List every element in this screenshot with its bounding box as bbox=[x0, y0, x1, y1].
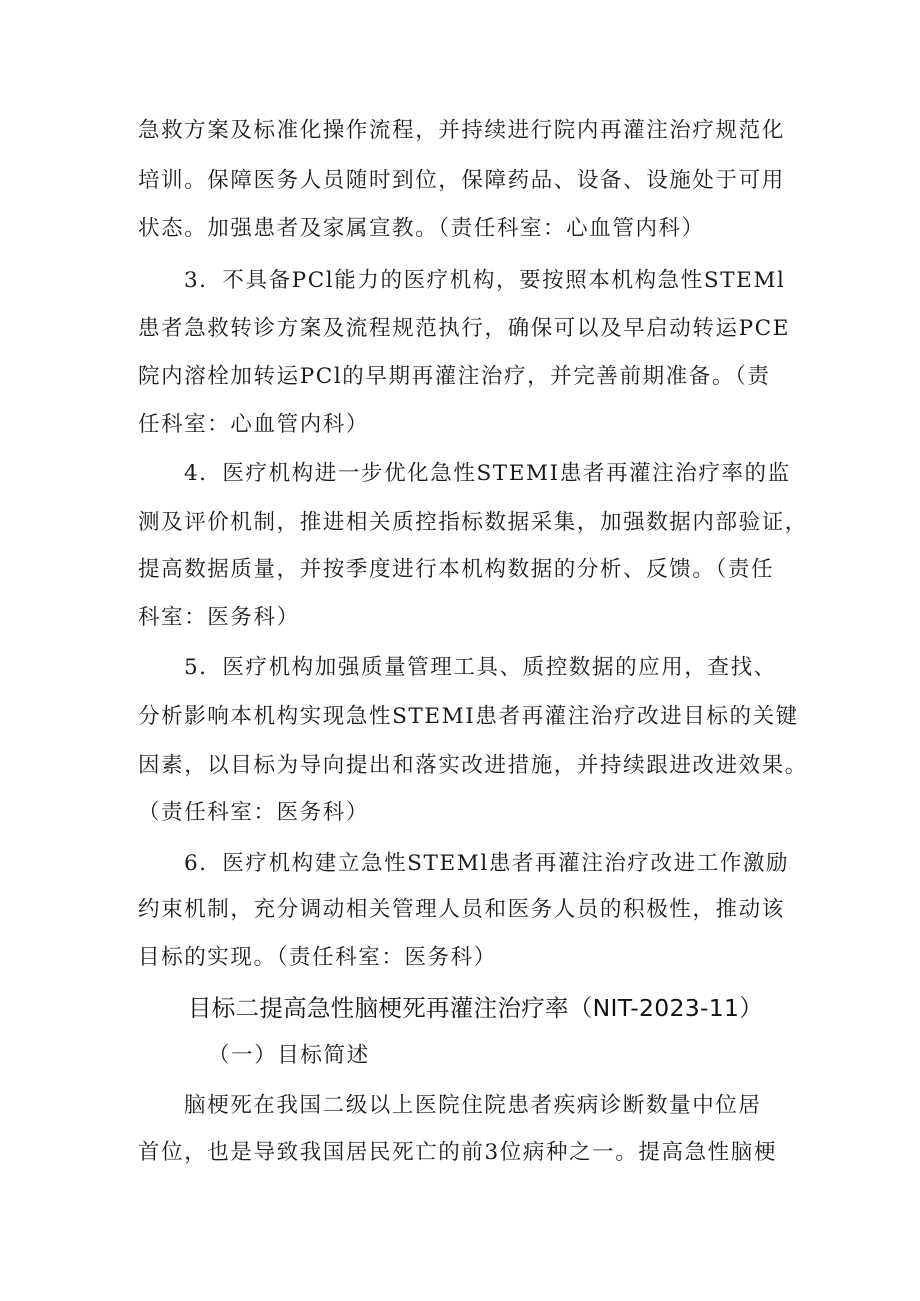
text-line: 4．医疗机构进一步优化急性STEMI患者再灌注治疗率的监 bbox=[184, 461, 791, 486]
text-line: 分析影响本机构实现急性STEMI患者再灌注治疗改进目标的关键 bbox=[138, 704, 799, 729]
text-line: 培训。保障医务人员随时到位，保障药品、设备、设施处于可用 bbox=[138, 168, 785, 193]
text-line: 约束机制，充分调动相关管理人员和医务人员的积极性，推动该 bbox=[138, 897, 785, 922]
text-line: 急救方案及标准化操作流程，并持续进行院内再灌注治疗规范化 bbox=[138, 118, 785, 143]
text-line: 首位，也是导致我国居民死亡的前3位病种之一。提高急性脑梗 bbox=[138, 1140, 777, 1165]
subsection-heading: （一）目标简述 bbox=[208, 1043, 370, 1068]
text-line: 6．医疗机构建立急性STEMl患者再灌注治疗改进工作激励 bbox=[184, 851, 790, 876]
text-line: 科室：医务科） bbox=[138, 605, 300, 630]
text-line: 任科室：心血管内科） bbox=[138, 412, 370, 437]
section-heading: 目标二提高急性脑梗死再灌注治疗率（NIT-2023-11） bbox=[188, 994, 764, 1022]
text-line: 因素，以目标为导向提出和落实改进措施，并持续跟进改进效果。 bbox=[138, 753, 808, 778]
text-line: 提高数据质量，并按季度进行本机构数据的分析、反馈。（责任 bbox=[138, 557, 775, 582]
text-line: 5．医疗机构加强质量管理工具、质控数据的应用，查找、 bbox=[184, 655, 777, 680]
text-line: 3．不具备PCl能力的医疗机构，要按照本机构急性STEMl bbox=[184, 268, 786, 293]
text-line: 测及评价机制，推进相关质控指标数据采集，加强数据内部验证， bbox=[138, 510, 808, 535]
text-line: 目标的实现。（责任科室：医务科） bbox=[138, 945, 497, 970]
text-line: 脑梗死在我国二级以上医院住院患者疾病诊断数量中位居 bbox=[184, 1093, 762, 1118]
text-line: 患者急救转诊方案及流程规范执行，确保可以及早启动转运PCE bbox=[138, 316, 791, 341]
text-line: （责任科室：医务科） bbox=[138, 800, 370, 825]
text-line: 院内溶栓加转运PCl的早期再灌注治疗，并完善前期准备。（责 bbox=[138, 364, 771, 389]
text-line: 状态。加强患者及家属宣教。（责任科室：心血管内科） bbox=[138, 216, 705, 241]
